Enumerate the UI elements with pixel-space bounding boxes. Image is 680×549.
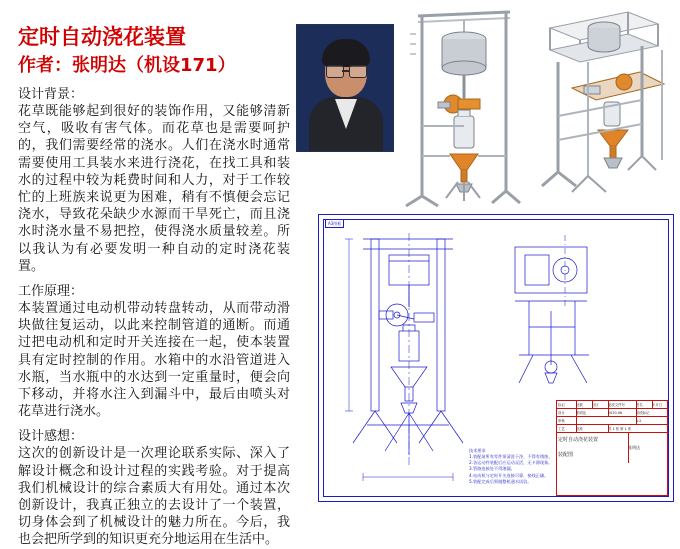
title-block-row <box>557 433 667 463</box>
tb-cell: 分区 <box>591 401 609 408</box>
cad-title-block <box>556 400 668 496</box>
render-assembly-front <box>398 6 530 211</box>
cad-note-line: 1.装配前所有零件须清洗干净，不得有锈蚀。 <box>469 453 553 459</box>
tb-designer: 张明达 <box>628 445 640 450</box>
section-reflection <box>18 428 290 548</box>
render-front-svg <box>398 6 530 211</box>
tb-cell: 阶段标记 <box>636 411 650 415</box>
cad-note-line: 2.各运动件装配后应运动灵活，无卡滞现象。 <box>469 460 553 466</box>
text-column <box>18 24 290 548</box>
render-assembly-iso <box>532 6 674 211</box>
author-line: 作者：张明达（机设171） <box>18 55 236 76</box>
section-principle <box>18 283 290 420</box>
title-block-row <box>557 417 667 425</box>
tb-cell: 设计 <box>557 409 577 416</box>
tb-cell: 批准 <box>575 425 609 432</box>
cad-frame-tag: A3图框 <box>325 219 344 228</box>
section-body: 本装置通过电动机带动转盘转动，从而带动滑块做往复运动，以此来控制管道的通断。而通过把电动机和定时开关连接在一起，使本装置具有定时控制的作用。水箱中的水沿管道进入水瓶，当水瓶中的水达到一定重量时，便会向下移动，并将水注入到漏斗中，最后由喷头对花草进行浇水。 <box>18 301 290 420</box>
cad-note-line: 技术要求 <box>469 447 486 453</box>
section-heading: 工作原理： <box>18 284 84 300</box>
title-block-row <box>557 409 667 417</box>
tb-cell: 处数 <box>575 401 593 408</box>
tb-cell: 审核 <box>557 417 577 424</box>
portrait-glasses-bridge <box>342 70 349 72</box>
title-block-row <box>557 425 667 433</box>
tb-cell: 张明达 <box>575 409 609 416</box>
author-photo <box>296 24 394 152</box>
tb-drawing-name: 定时自动浇花装置 <box>557 433 629 463</box>
section-heading: 设计感想： <box>18 429 84 445</box>
tb-cell: 工艺 <box>557 425 577 432</box>
tb-cell <box>575 417 637 424</box>
page-title: 定时自动浇花装置 <box>18 25 186 49</box>
render-iso-svg <box>532 6 674 211</box>
tb-cell: 签名 <box>635 401 653 408</box>
cad-drawing-sheet <box>318 214 674 502</box>
tb-cell: 更改文件号 <box>607 401 637 408</box>
section-body: 花草既能够起到很好的装饰作用，又能够清新空气，吸收有害气体。而花草也是需要呵护的，我们需要经常的浇水。人们在浇水时通常需要使用工具装水来进行浇花，在找工具和装水的过程中较为耗费时间和人力，对于工作较忙的上班族来说更为困难，稍有不慎便会忘记浇水，导致花朵缺少水源而干旱死亡，而且浇水时浇水量不易把控，使得浇水质量较差。所以我认为有必要发明一种自动的定时浇花装置。 <box>18 104 290 274</box>
section-body: 这次的创新设计是一次理论联系实际、深入了解设计概念和设计过程的实践考验。对于提高我们机械设计的综合素质大有用处。通过本次创新设计，我真正独立的去设计了一个装置，切身体会到了机械设计的魅力所在。今后，我也会把所学到的知识更充分地运用在生活中。 <box>18 446 290 548</box>
tb-cell-scale: 1:2 <box>636 419 642 423</box>
section-background <box>18 86 290 275</box>
tb-cell: 年月日 <box>652 403 663 407</box>
section-heading: 设计背景： <box>18 87 84 102</box>
cad-note-line: 5.装配完成后须做整机通水试验。 <box>469 478 532 484</box>
tb-cell-sheet: 共 1 张 第 1 张 <box>608 427 632 431</box>
cad-note-line: 3.管路连接处不得渗漏。 <box>469 466 515 472</box>
title-block-row <box>557 401 667 409</box>
portrait-glasses-right <box>349 65 367 78</box>
tb-cell: 2020.06 <box>607 409 637 416</box>
tb-drawing-type: 装配图 <box>557 448 629 463</box>
tb-cell: 标记 <box>557 401 577 408</box>
portrait-hair <box>322 39 370 67</box>
cad-note-line: 4.电动机与定时开关连接可靠，接线正确。 <box>469 472 549 478</box>
